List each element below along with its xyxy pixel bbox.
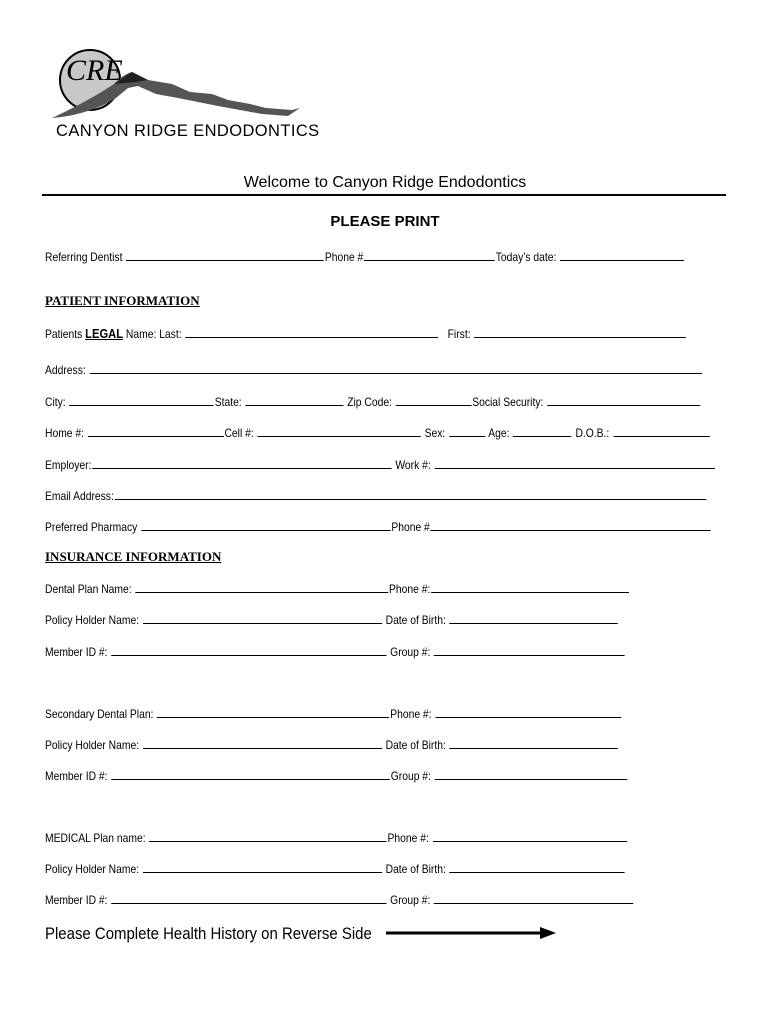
legal-emphasis: LEGAL	[85, 326, 124, 341]
medical-plan-row	[45, 830, 628, 845]
age-field[interactable]	[513, 425, 571, 437]
member-id-3-field[interactable]	[111, 892, 386, 904]
dental-plan-row	[45, 581, 630, 596]
policy-holder-label: Policy Holder Name:	[45, 613, 140, 627]
policy-holder-3-field[interactable]	[143, 861, 382, 873]
policy-holder-2-dob-field[interactable]	[450, 737, 619, 749]
dob-field[interactable]	[613, 425, 709, 437]
patient-information-heading: PATIENT INFORMATION	[45, 293, 200, 308]
pharmacy-phone-field[interactable]	[431, 519, 711, 531]
insurance-information-heading: INSURANCE INFORMATION	[45, 549, 222, 564]
member-id-3-row	[45, 892, 634, 907]
group-field[interactable]	[434, 644, 625, 656]
logo-name: CANYON RIDGE ENDODONTICS	[56, 122, 320, 140]
secondary-plan-field[interactable]	[157, 706, 389, 718]
address-label: Address:	[45, 363, 86, 377]
employer-row	[45, 457, 716, 472]
first-name-field[interactable]	[474, 326, 686, 338]
policy-holder-3-label: Policy Holder Name:	[45, 862, 140, 876]
email-label: Email Address:	[45, 489, 114, 503]
age-label: Age:	[488, 426, 510, 440]
policy-holder-field[interactable]	[143, 612, 382, 624]
member-id-row	[45, 644, 626, 659]
referral-phone-label: Phone #	[324, 250, 364, 264]
home-phone-field[interactable]	[88, 425, 224, 437]
policy-holder-row	[45, 612, 619, 627]
city-row	[45, 394, 701, 409]
address-field[interactable]	[89, 362, 701, 374]
medical-plan-field[interactable]	[149, 830, 386, 842]
social-security-field[interactable]	[547, 394, 700, 406]
referral-phone-field[interactable]	[364, 249, 495, 261]
todays-date-label: Today’s date:	[495, 250, 557, 264]
referring-dentist-field[interactable]	[126, 249, 324, 261]
medical-plan-label: MEDICAL Plan name:	[45, 831, 146, 845]
last-name-label: Name: Last:	[125, 327, 182, 341]
page-title: Welcome to Canyon Ridge Endodontics	[243, 174, 527, 191]
member-id-2-row	[45, 768, 628, 783]
secondary-phone-label: Phone #:	[390, 707, 432, 721]
social-security-label: Social Security:	[472, 395, 544, 409]
logo	[52, 44, 320, 142]
cell-phone-label: Cell #:	[224, 426, 254, 440]
logo-monogram: CRE	[66, 54, 123, 87]
title-divider	[42, 194, 726, 196]
dental-phone-field[interactable]	[431, 581, 629, 593]
email-row	[45, 488, 707, 503]
dental-plan-label: Dental Plan Name:	[45, 582, 132, 596]
sex-label: Sex:	[424, 426, 446, 440]
group-3-field[interactable]	[434, 892, 634, 904]
dental-phone-label: Phone #:	[389, 582, 431, 596]
dental-plan-field[interactable]	[135, 581, 388, 593]
zip-code-field[interactable]	[396, 394, 472, 406]
policy-holder-dob-label: Date of Birth:	[385, 613, 446, 627]
patient-name-prefix: Patients	[45, 327, 83, 341]
secondary-phone-field[interactable]	[435, 706, 621, 718]
last-name-field[interactable]	[185, 326, 438, 338]
secondary-plan-row	[45, 706, 622, 721]
patient-name-row	[45, 326, 687, 341]
first-name-label: First:	[447, 327, 471, 341]
right-arrow-icon	[386, 924, 558, 942]
group-2-label: Group #:	[390, 769, 431, 783]
email-field[interactable]	[115, 488, 707, 500]
member-id-label: Member ID #:	[45, 645, 108, 659]
employer-field[interactable]	[92, 457, 391, 469]
sex-field[interactable]	[449, 425, 485, 437]
secondary-plan-label: Secondary Dental Plan:	[45, 707, 154, 721]
city-label: City:	[45, 395, 66, 409]
member-id-3-label: Member ID #:	[45, 893, 108, 907]
group-3-label: Group #:	[390, 893, 431, 907]
referring-dentist-label: Referring Dentist	[45, 250, 123, 264]
phone-row	[45, 425, 710, 440]
cell-phone-field[interactable]	[257, 425, 420, 437]
member-id-field[interactable]	[111, 644, 386, 656]
policy-holder-2-row	[45, 737, 619, 752]
dob-label: D.O.B.:	[575, 426, 610, 440]
group-label: Group #:	[390, 645, 431, 659]
group-2-field[interactable]	[435, 768, 628, 780]
mountain-logo-icon	[52, 44, 308, 126]
policy-holder-3-dob-label: Date of Birth:	[385, 862, 446, 876]
reverse-side-note: Please Complete Health History on Reverse Side	[45, 924, 372, 943]
policy-holder-3-dob-field[interactable]	[450, 861, 625, 873]
pharmacy-row	[45, 519, 712, 534]
policy-holder-3-row	[45, 861, 626, 876]
medical-phone-label: Phone #:	[387, 831, 429, 845]
state-label: State:	[214, 395, 242, 409]
policy-holder-dob-field[interactable]	[450, 612, 619, 624]
pharmacy-phone-label: Phone #	[391, 520, 430, 534]
home-phone-label: Home #:	[45, 426, 85, 440]
work-phone-field[interactable]	[434, 457, 714, 469]
please-print-heading: PLEASE PRINT	[330, 213, 440, 230]
member-id-2-label: Member ID #:	[45, 769, 108, 783]
policy-holder-2-label: Policy Holder Name:	[45, 738, 140, 752]
referral-row	[45, 249, 685, 264]
pharmacy-label: Preferred Pharmacy	[45, 520, 138, 534]
member-id-2-field[interactable]	[111, 768, 390, 780]
employer-label: Employer:	[45, 458, 92, 472]
city-field[interactable]	[69, 394, 213, 406]
pharmacy-field[interactable]	[141, 519, 390, 531]
policy-holder-2-field[interactable]	[143, 737, 382, 749]
state-field[interactable]	[245, 394, 343, 406]
work-phone-label: Work #:	[395, 458, 431, 472]
policy-holder-2-dob-label: Date of Birth:	[385, 738, 446, 752]
address-row	[45, 362, 703, 377]
zip-code-label: Zip Code:	[347, 395, 392, 409]
medical-phone-field[interactable]	[433, 830, 627, 842]
todays-date-field[interactable]	[560, 249, 684, 261]
